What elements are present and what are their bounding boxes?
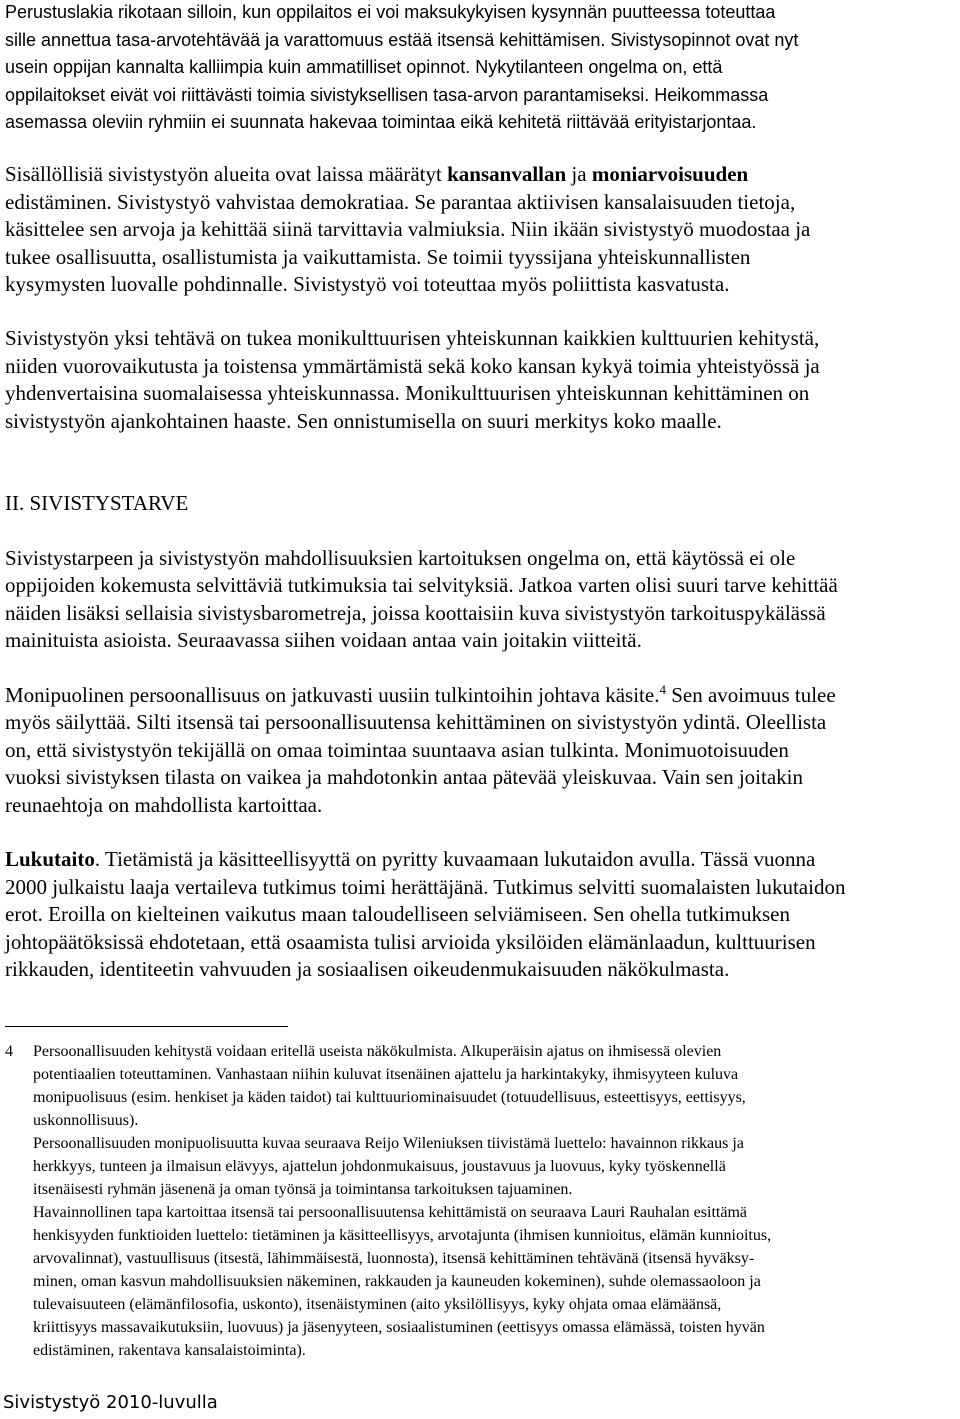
paragraph-line: oppijoiden kokemusta selvittäviä tutkimuksia tai selvityksiä. Jatkoa varten olisi suuri tarve kehittää: [5, 573, 838, 597]
footnote-number: 4: [5, 1043, 13, 1060]
footnote-line: tulevaisuuteen (elämänfilosofia, uskonto), itsenäistyminen (aito yksilöllisyys, kyky ohjata omaa elämäänsä,: [33, 1296, 722, 1313]
footnote-ref: 4: [659, 682, 666, 697]
section-heading: II. SIVISTYSTARVE: [5, 491, 189, 515]
footnote-line: edistäminen, rakentava kansalaistoiminta).: [33, 1342, 306, 1359]
paragraph-line: vuoksi sivistyksen tilasta on vaikea ja mahdotonkin antaa pätevää yleiskuvaa. Vain sen joitakin: [5, 765, 804, 789]
footnote-line: kriittisyys massavaikutuksiin, luovuus) ja jäsenyyteen, sosiaalistuminen (eettisyys omassa elämässä, toisten hyvän: [33, 1319, 765, 1336]
paragraph-line: asemassa oleviin ryhmiin ei suunnata hakevaa toimintaa eikä kehitetä riittävää erityistarjontaa.: [5, 112, 757, 132]
paragraph-line: erot. Eroilla on kielteinen vaikutus maan taloudelliseen selviämiseen. Sen ohella tutkimuksen: [5, 902, 790, 926]
paragraph-line: mainituista asioista. Seuraavassa siihen voidaan antaa vain joitakin viitteitä.: [5, 628, 642, 652]
footnote-line: uskonnollisuus).: [33, 1112, 139, 1129]
text-run: Sen avoimuus tulee: [665, 683, 836, 707]
bold-term: moniarvoisuuden: [591, 162, 749, 186]
footnote-line: herkkyys, tunteen ja ilmaisun elävyys, ajattelun johdonmukaisuus, joustavuus ja luovuus, kyky työskennellä: [33, 1158, 726, 1175]
footnote-line: itsenäisesti ryhmän jäsenenä ja oman työnsä ja toimintansa tarkoituksen tajuaminen.: [33, 1181, 573, 1198]
paragraph-line: näiden lisäksi sellaisia sivistysbarometreja, joissa koottaisiin kuva sivistystyön tarkoituspykälässä: [5, 601, 826, 625]
paragraph-line: niiden vuorovaikutusta ja toistensa ymmärtämistä sekä koko kansan kykyä toimia yhteistyössä ja: [5, 354, 820, 378]
paragraph-line: tukee osallisuutta, osallistumista ja vaikuttamista. Se toimii tyyssijana yhteiskunnallisten: [5, 245, 751, 269]
paragraph-line: on, että sivistystyön tekijällä on omaa toimintaa suuntaava asian tulkinta. Monimuotoisuuden: [5, 738, 789, 762]
page-footer: Sivistystyö 2010-luvulla: [3, 1392, 218, 1413]
paragraph-line: kysymysten luovalle pohdinnalle. Sivistystyö voi toteuttaa myös poliittista kasvatusta.: [5, 272, 730, 296]
footnote-line: minen, oman kasvun mahdollisuuksien näkeminen, rakkauden ja kauneuden kokeminen), suhde olemassaoloon ja: [33, 1273, 761, 1290]
text-run: . Tietämistä ja käsitteellisyyttä on pyritty kuvaamaan lukutaidon avulla. Tässä vuonna: [94, 847, 816, 871]
footnote-line: potentiaalien toteuttaminen. Vanhastaan niihin kuluvat itsenäinen ajattelu ja harkintakyky, ihmisyyteen kuluva: [33, 1066, 739, 1083]
paragraph-line: 2000 julkaistu laaja vertaileva tutkimus toimi herättäjänä. Tutkimus selvitti suomalaisten lukutaidon: [5, 875, 846, 899]
paragraph-line: myös säilyttää. Silti itsensä tai persoonallisuutensa kehittäminen on sivistystyön ydintä. Oleellista: [5, 710, 827, 734]
footnote-line: Persoonallisuuden monipuolisuutta kuvaa seuraava Reijo Wileniuksen tiivistämä luettelo: havainnon rikkaus ja: [33, 1135, 744, 1152]
footnote-line: arvovalinnat), vastuullisuus (itsestä, lähimmäisestä, luonnosta), itsensä kehittäminen tehtävänä (itsensä hyväksy-: [33, 1250, 755, 1267]
paragraph-line: sivistystyön ajankohtainen haaste. Sen onnistumisella on suuri merkitys koko maalle.: [5, 409, 722, 433]
footnote-line: henkisyyden funktioiden luettelo: tietäminen ja käsitteellisyys, arvotajunta (ihmisen kunnioitus, elämän kunnioitus,: [33, 1227, 772, 1244]
paragraph-line: sille annettua tasa-arvotehtävää ja varattomuus estää itsensä kehittämisen. Sivistysopinnot ovat nyt: [5, 30, 799, 50]
footnote-separator: [5, 1026, 288, 1027]
bold-term: kansanvallan: [447, 162, 567, 186]
paragraph-line: [5, 847, 815, 872]
footnote-line: Persoonallisuuden kehitystä voidaan eritellä useista näkökulmista. Alkuperäisin ajatus on ihmisessä olevien: [33, 1043, 722, 1060]
paragraph-line: rikkauden, identiteetin vahvuuden ja sosiaalisen oikeudenmukaisuuden näkökulmasta.: [5, 957, 730, 981]
paragraph-line: [5, 162, 748, 187]
paragraph-line: käsittelee sen arvoja ja kehittää siinä tarvittavia valmiuksia. Niin ikään sivistystyö muodostaa ja: [5, 217, 811, 241]
paragraph-line: reunaehtoja on mahdollista kartoittaa.: [5, 793, 323, 817]
paragraph-line: edistäminen. Sivistystyö vahvistaa demokratiaa. Se parantaa aktiivisen kansalaisuuden tietoja,: [5, 190, 796, 214]
paragraph-line: Perustuslakia rikotaan silloin, kun oppilaitos ei voi maksukykyisen kysynnän puutteessa toteuttaa: [5, 2, 776, 22]
bold-term: Lukutaito: [5, 847, 95, 871]
paragraph-line: johtopäätöksissä ehdotetaan, että osaamista tulisi arvioida yksilöiden elämänlaadun, kulttuurisen: [5, 930, 816, 954]
text-run: Monipuolinen persoonallisuus on jatkuvasti uusiin tulkintoihin johtava käsite.: [5, 683, 660, 707]
text-run: ja: [566, 162, 592, 186]
paragraph-line: [5, 683, 836, 708]
paragraph-line: oppilaitokset eivät voi riittävästi toimia sivistyksellisen tasa-arvon parantamiseksi. Heikommassa: [5, 85, 769, 105]
paragraph-line: Sivistystarpeen ja sivistystyön mahdollisuuksien kartoituksen ongelma on, että käytössä ei ole: [5, 546, 796, 570]
paragraph-line: yhdenvertaisina suomalaisessa yhteiskunnassa. Monikulttuurisen yhteiskunnan kehittäminen on: [5, 381, 810, 405]
paragraph-line: Sivistystyön yksi tehtävä on tukea monikulttuurisen yhteiskunnan kaikkien kulttuurien kehitystä,: [5, 326, 820, 350]
footnote-line: Havainnollinen tapa kartoittaa itsensä tai persoonallisuutensa kehittämistä on seuraava Lauri Rauhalan esittämä: [33, 1204, 747, 1221]
text-run: Sisällöllisiä sivistystyön alueita ovat laissa määrätyt: [5, 162, 448, 186]
paragraph-line: usein oppijan kannalta kalliimpia kuin ammatilliset opinnot. Nykytilanteen ongelma on, että: [5, 57, 723, 77]
footnote-line: monipuolisuus (esim. henkiset ja käden taidot) tai kulttuuriominaisuudet (totuudellisuus, esteettisyys, eettisyys,: [33, 1089, 746, 1106]
